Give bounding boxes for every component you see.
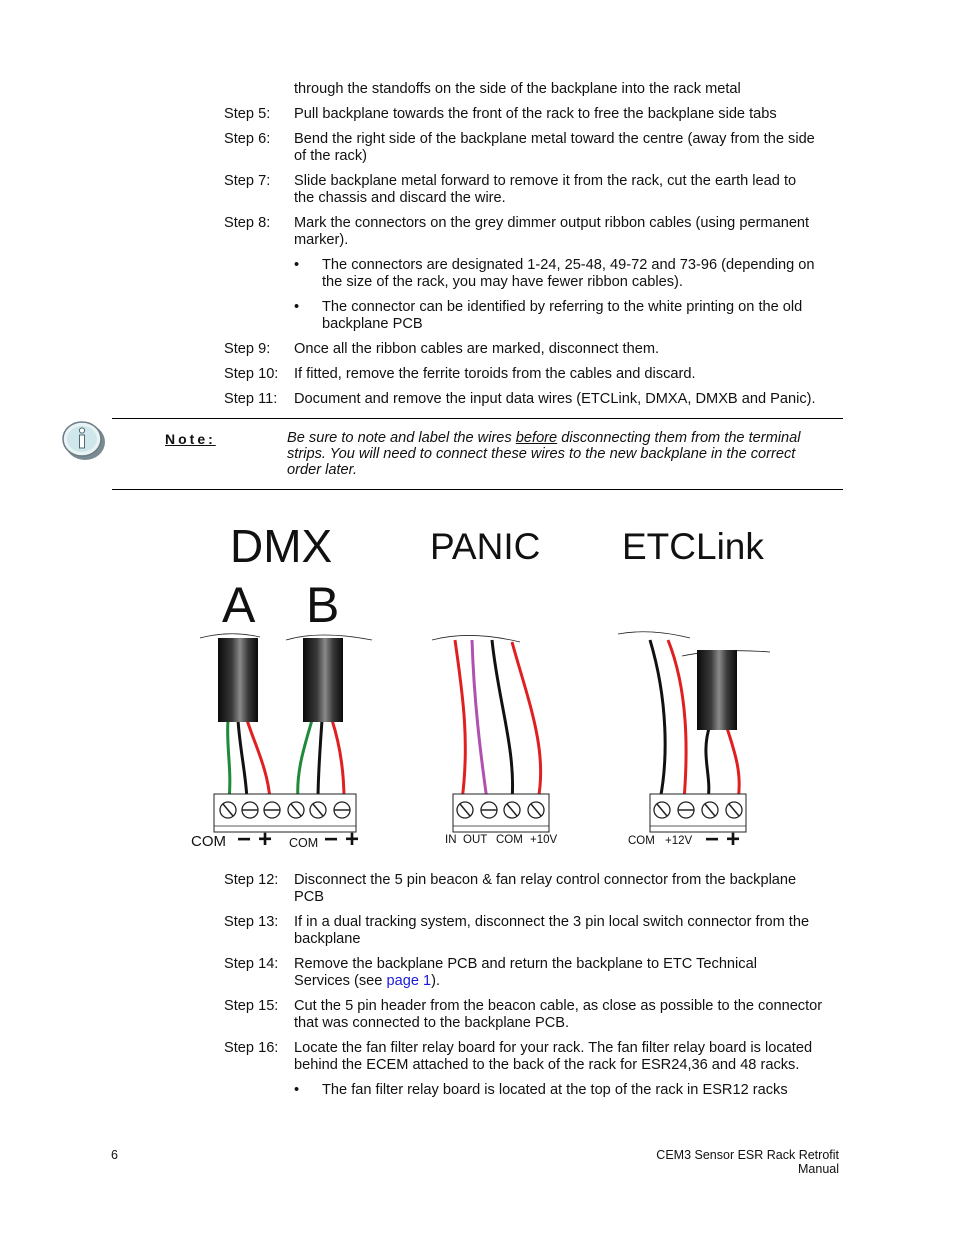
dmx-b-minus-label: −: [324, 826, 339, 853]
step-label: Step 16:: [224, 1040, 279, 1056]
step-label: Step 14:: [224, 956, 279, 972]
dmx-b-plus-label: +: [345, 826, 360, 853]
bullet-text: backplane PCB: [322, 316, 423, 332]
panic-cable: [432, 635, 541, 800]
step-text: backplane: [294, 931, 361, 947]
step-text: If in a dual tracking system, disconnect the 3 pin local switch connector from the: [294, 914, 810, 930]
step-label: Step 12:: [224, 872, 279, 888]
bullet-dot: •: [294, 257, 300, 273]
step-text: Cut the 5 pin header from the beacon cable, as close as possible to the connector: [294, 998, 823, 1014]
step-text: of the rack): [294, 148, 367, 164]
note-text: [287, 430, 847, 478]
step-label: Step 8:: [224, 215, 271, 231]
dmx-title: DMX: [230, 520, 333, 572]
panic-out-label: OUT: [463, 834, 488, 846]
page-link[interactable]: page 1: [386, 973, 432, 989]
dmx-b-com-label: COM: [289, 836, 319, 850]
step-text: marker).: [294, 232, 349, 248]
etclink-com-label: COM: [628, 835, 655, 847]
panic-10v-label: +10V: [530, 834, 558, 846]
step-text: the chassis and discard the wire.: [294, 190, 506, 206]
note-text-line: strips. You will need to connect these wires to the new backplane in the correct: [287, 446, 796, 462]
step-text: Disconnect the 5 pin beacon & fan relay control connector from the backplane: [294, 872, 797, 888]
step-text: Bend the right side of the backplane metal toward the centre (away from the side: [294, 131, 815, 147]
step-label: Step 13:: [224, 914, 279, 930]
note-label: Note:: [165, 431, 216, 447]
step-text: Slide backplane metal forward to remove it from the rack, cut the earth lead to: [294, 173, 797, 189]
step-text: Locate the fan filter relay board for your rack. The fan filter relay board is located: [294, 1040, 813, 1056]
step-label: Step 5:: [224, 106, 271, 122]
info-icon: [60, 420, 106, 462]
dmx-a-label: A: [222, 577, 256, 633]
step-label: Step 6:: [224, 131, 271, 147]
panic-title: PANIC: [430, 526, 541, 567]
step-text: Document and remove the input data wires (ETCLink, DMXA, DMXB and Panic).: [294, 391, 816, 407]
page-number: 6: [111, 1148, 118, 1162]
panic-terminal-strip: [453, 794, 549, 832]
bullet-text: The connector can be identified by referring to the white printing on the old: [322, 299, 803, 315]
step-label: Step 7:: [224, 173, 271, 189]
step-text: behind the ECEM attached to the back of the rack for ESR24,36 and 48 racks.: [294, 1057, 800, 1073]
note-top-rule: [112, 418, 843, 419]
step-label: Step 11:: [224, 391, 278, 407]
step-label: Step 10:: [224, 366, 279, 382]
dmx-b-cable: [286, 635, 372, 800]
etclink-cable: [618, 632, 770, 800]
step-text: Mark the connectors on the grey dimmer output ribbon cables (using permanent: [294, 215, 810, 231]
step-text-part: Services (see: [294, 973, 387, 989]
bullet-text: The fan filter relay board is located at the top of the rack in ESR12 racks: [322, 1082, 788, 1098]
dmx-a-cable: [200, 634, 270, 800]
note-bottom-rule: [112, 489, 843, 490]
note-emphasis: before: [515, 430, 558, 446]
step-text: Once all the ribbon cables are marked, disconnect them.: [294, 341, 660, 357]
etclink-plus-label: +: [726, 826, 741, 853]
continuation-text: through the standoffs on the side of the backplane into the rack metal: [294, 81, 741, 97]
bullet-text: The connectors are designated 1-24, 25-48, 49-72 and 73-96 (depending on: [322, 257, 815, 273]
bullet-dot: •: [294, 1082, 300, 1098]
step-text: [294, 973, 844, 990]
dmx-b-label: B: [306, 577, 340, 633]
etclink-minus-label: −: [705, 826, 720, 853]
note-text-line: order later.: [287, 462, 358, 478]
step-label: Step 9:: [224, 341, 271, 357]
dmx-a-minus-label: −: [237, 826, 252, 853]
step-text: that was connected to the backplane PCB.: [294, 1015, 570, 1031]
bullet-dot: •: [294, 299, 300, 315]
dmx-a-plus-label: +: [258, 826, 273, 853]
wiring-diagram: [0, 500, 954, 870]
step-text: If fitted, remove the ferrite toroids from the cables and discard.: [294, 366, 696, 382]
note-text-part: Be sure to note and label the wires: [287, 430, 516, 446]
wiring-drawing: [0, 500, 954, 870]
panic-com-label: COM: [496, 834, 523, 846]
bullet-text: the size of the rack, you may have fewer ribbon cables).: [322, 274, 683, 290]
note-text-part: disconnecting them from the terminal: [557, 430, 801, 446]
etclink-title: ETCLink: [622, 526, 764, 567]
step-label: Step 15:: [224, 998, 279, 1014]
step-text: Remove the backplane PCB and return the backplane to ETC Technical: [294, 956, 757, 972]
etclink-12v-label: +12V: [665, 835, 693, 847]
dmx-a-com-label: COM: [191, 833, 226, 850]
step-text: PCB: [294, 889, 325, 905]
step-text: Pull backplane towards the front of the rack to free the backplane side tabs: [294, 106, 777, 122]
step-text-part: ).: [431, 973, 441, 989]
panic-in-label: IN: [445, 834, 457, 846]
footer-title: CEM3 Sensor ESR Rack Retrofit Manual: [656, 1148, 839, 1176]
